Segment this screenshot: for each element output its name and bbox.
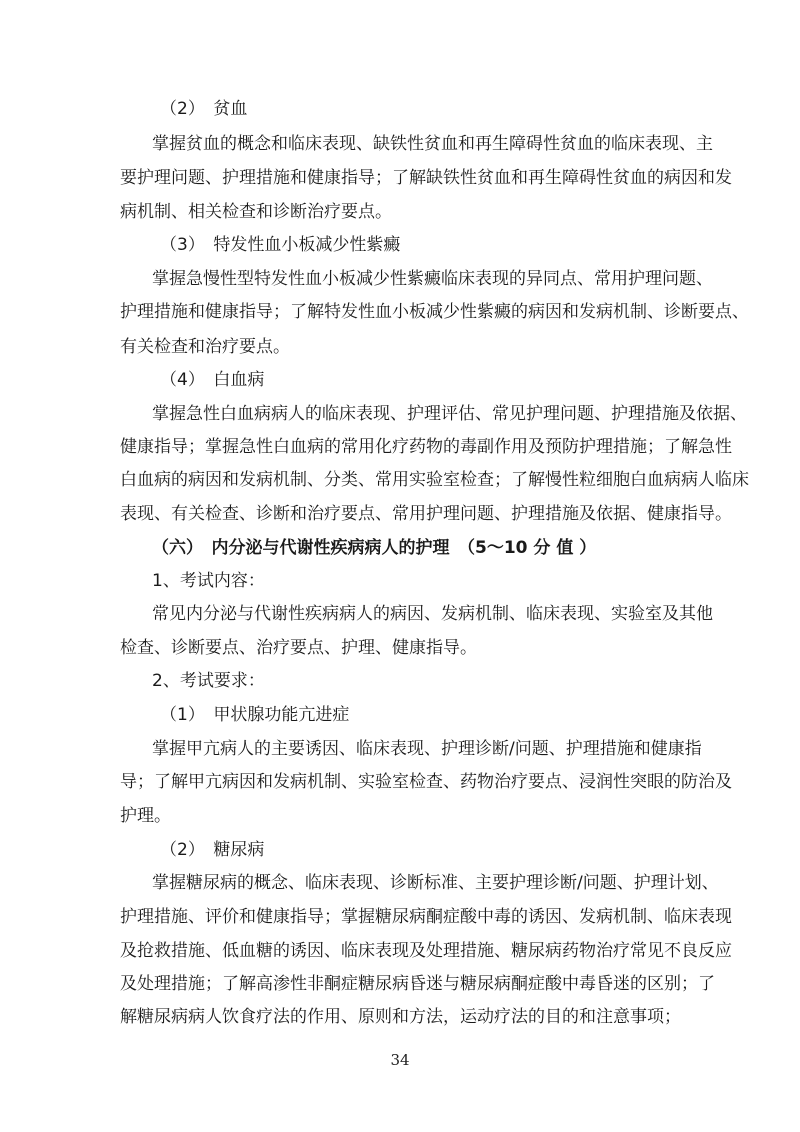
exam-content-label: 1、考试内容：	[152, 571, 265, 591]
subheading-anemia: （2） 贫血	[160, 99, 248, 119]
body-line: 白血病的病因和发病机制、分类、常用实验室检查；了解慢性粒细胞白血病病人临床	[120, 470, 749, 490]
subheading-itp: （3） 特发性血小板减少性紫癜	[160, 235, 401, 255]
body-line: 及处理措施；了解高渗性非酮症糖尿病昏迷与糖尿病酮症酸中毒昏迷的区别；了	[120, 974, 715, 994]
body-line: 掌握急性白血病病人的临床表现、护理评估、常见护理问题、护理措施及依据、	[152, 404, 747, 424]
body-line: 掌握糖尿病的概念、临床表现、诊断标准、主要护理诊断/问题、护理计划、	[152, 873, 719, 893]
body-line: 及抢救措施、低血糖的诱因、临床表现及处理措施、糖尿病药物治疗常见不良反应	[120, 941, 732, 961]
body-line: 有关检查和治疗要点。	[120, 337, 290, 357]
body-line: 导；了解甲亢病因和发病机制、实验室检查、药物治疗要点、浸润性突眼的防治及	[120, 772, 732, 792]
body-line: 表现、有关检查、诊断和治疗要点、常用护理问题、护理措施及依据、健康指导。	[120, 504, 732, 524]
body-line: 常见内分泌与代谢性疾病病人的病因、发病机制、临床表现、实验室及其他	[152, 604, 713, 624]
subheading-leukemia: （4） 白血病	[160, 370, 265, 390]
body-line: 掌握贫血的概念和临床表现、缺铁性贫血和再生障碍性贫血的临床表现、主	[152, 134, 713, 154]
section-heading: （六） 内分泌与代谢性疾病病人的护理 （5～10 分 值 ）	[152, 538, 597, 558]
body-line: 检查、诊断要点、治疗要点、护理、健康指导。	[120, 638, 477, 658]
body-line: 健康指导；掌握急性白血病的常用化疗药物的毒副作用及预防护理措施；了解急性	[120, 437, 732, 457]
subheading-hyperthyroidism: （1） 甲状腺功能亢进症	[160, 705, 350, 725]
body-line: 掌握急慢性型特发性血小板减少性紫癜临床表现的异同点、常用护理问题、	[152, 269, 713, 289]
subheading-diabetes: （2） 糖尿病	[160, 840, 265, 860]
body-line: 护理。	[120, 806, 171, 826]
exam-requirements-label: 2、考试要求：	[152, 671, 265, 691]
body-line: 解糖尿病病人饮食疗法的作用、原则和方法，运动疗法的目的和注意事项；	[120, 1007, 681, 1027]
page-number: 34	[390, 1051, 410, 1069]
body-line: 护理措施、评价和健康指导；掌握糖尿病酮症酸中毒的诱因、发病机制、临床表现	[120, 907, 732, 927]
body-line: 要护理问题、护理措施和健康指导；了解缺铁性贫血和再生障碍性贫血的病因和发	[120, 168, 732, 188]
body-line: 病机制、相关检查和诊断治疗要点。	[120, 202, 392, 222]
body-line: 掌握甲亢病人的主要诱因、临床表现、护理诊断/问题、护理措施和健康指	[152, 739, 702, 759]
body-line: 护理措施和健康指导；了解特发性血小板减少性紫癜的病因和发病机制、诊断要点、	[120, 302, 749, 322]
